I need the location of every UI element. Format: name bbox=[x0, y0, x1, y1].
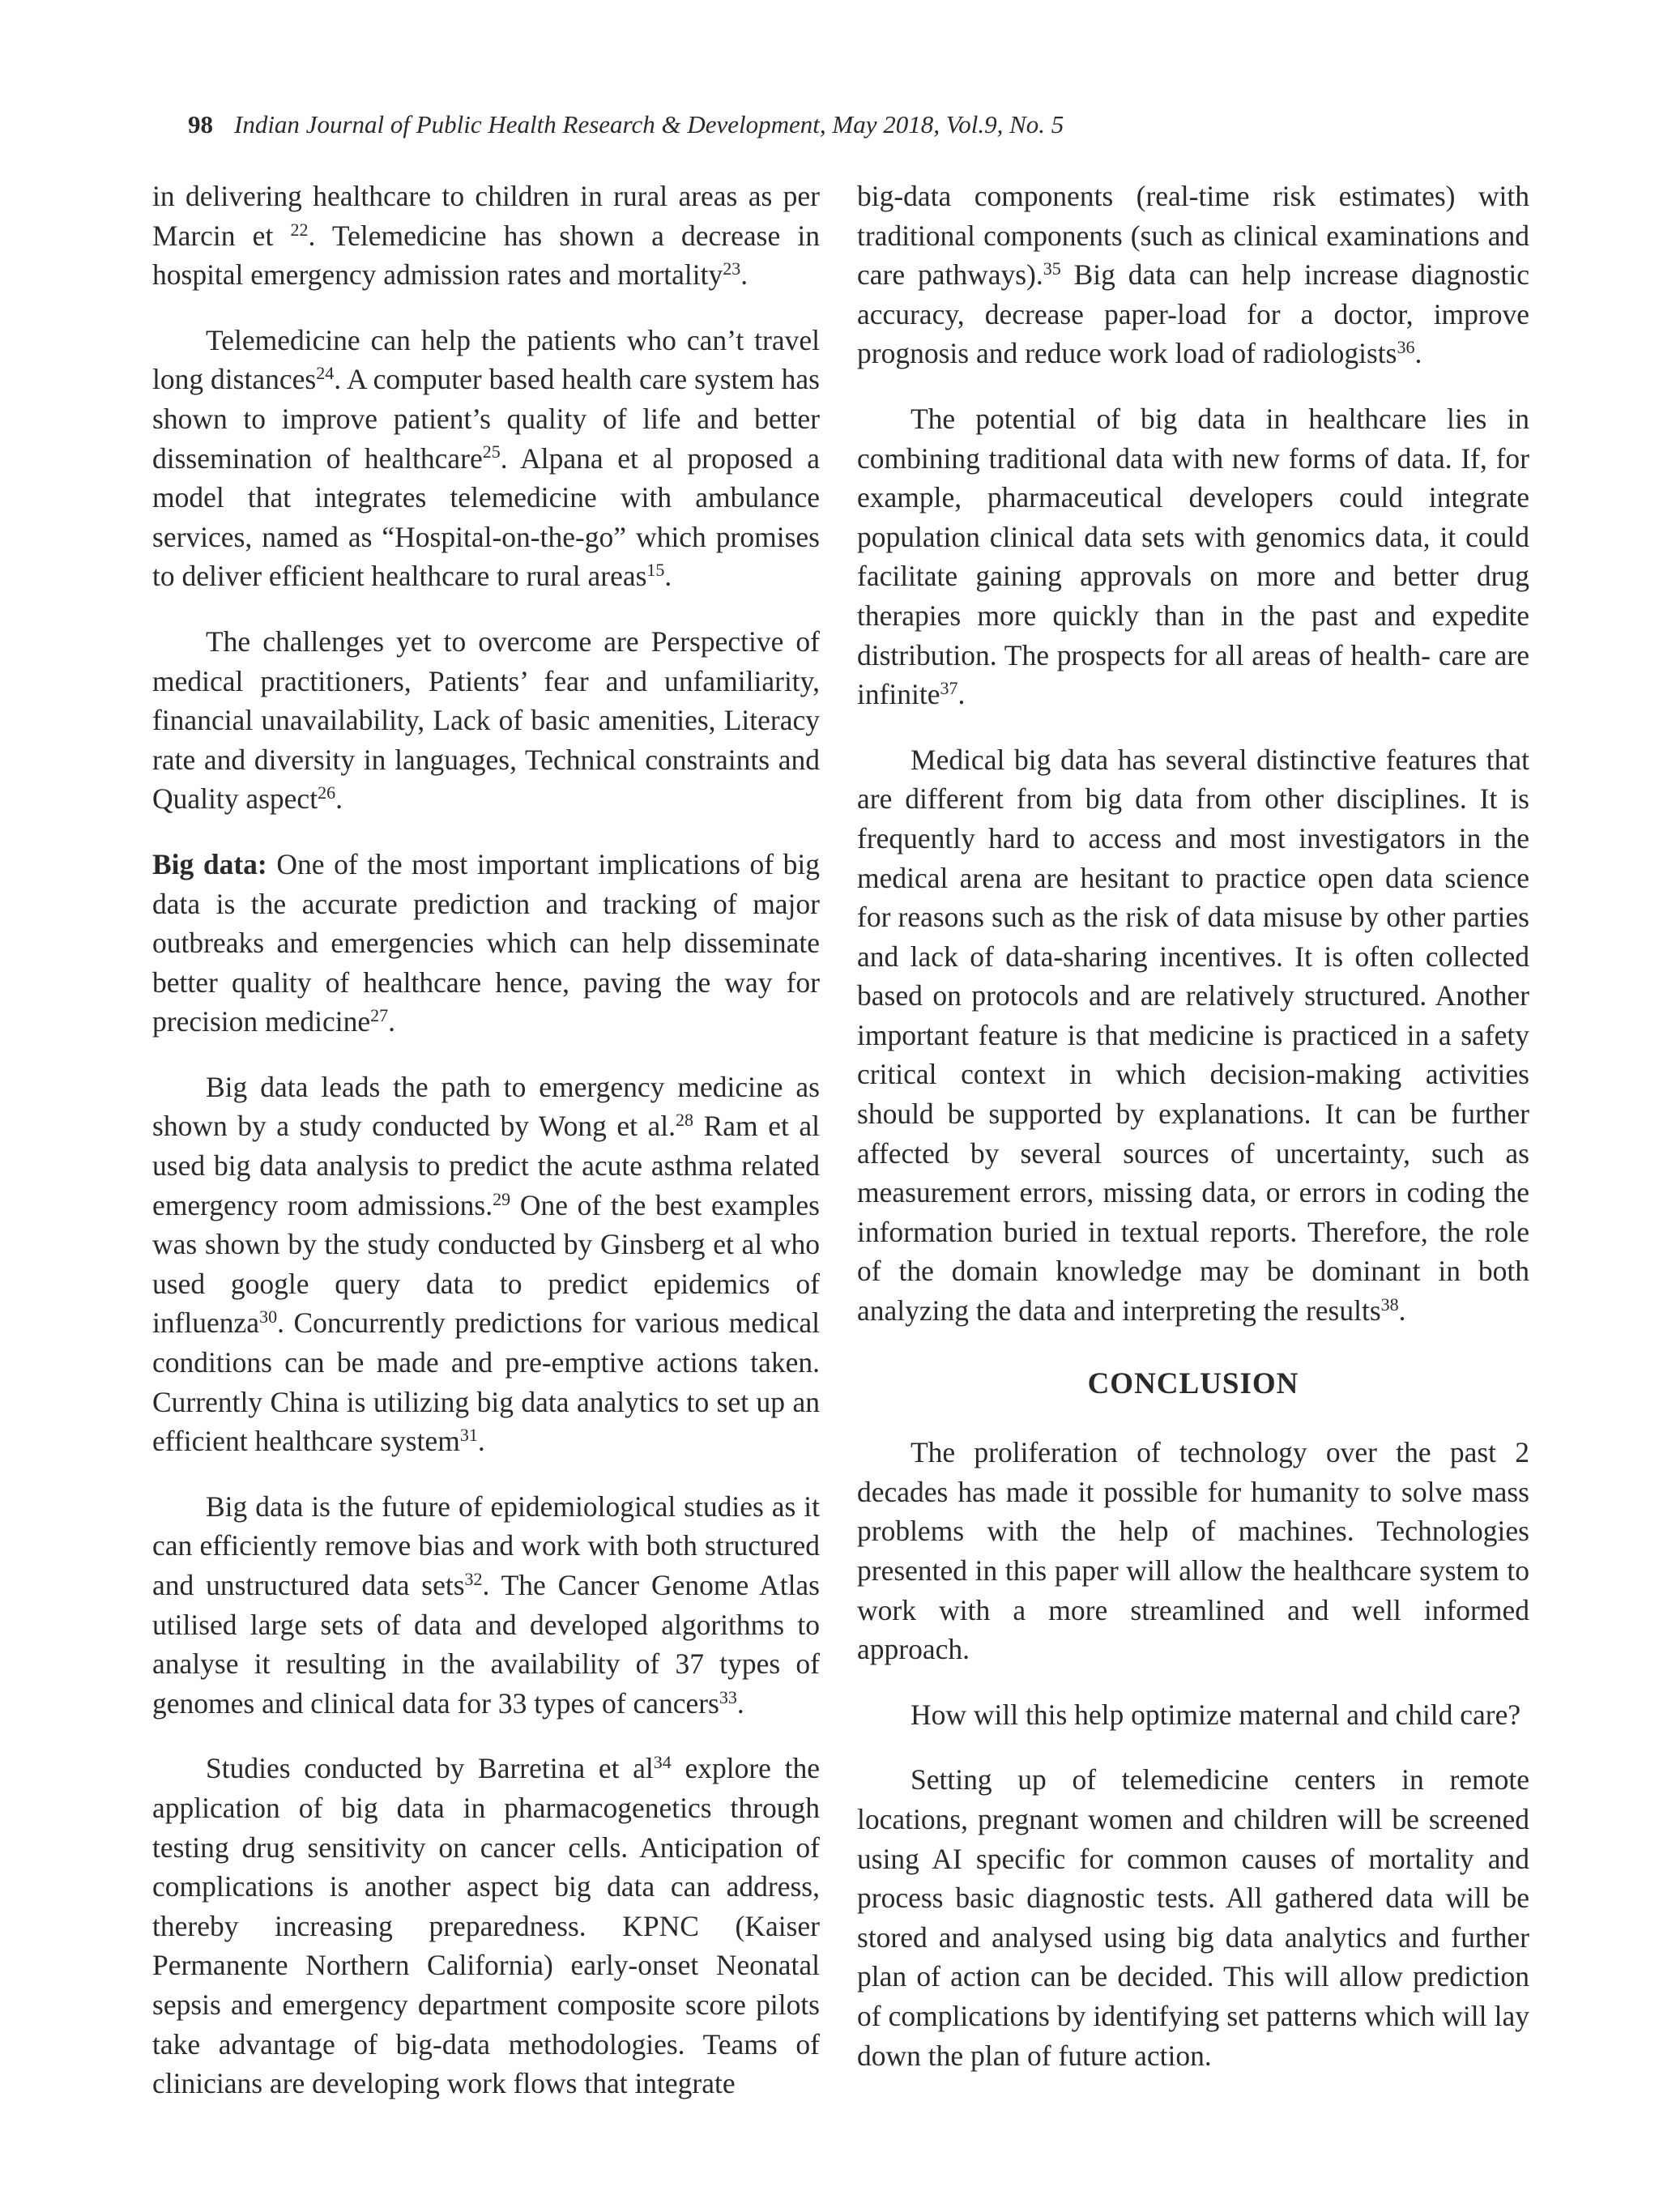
paragraph-big-data: Big data: One of the most important implications of big data is the accurate prediction and tracking of major outbreaks and emergencies which can help disseminate better quality of healthcare hence, paving the way for precision medicine$^{27}$. bbox=[152, 847, 820, 1038]
paragraph: big-data components (real-time risk estimates) with traditional components (such as clinical examinations and care pathways).$^{35}$ Big data can help increase diagnostic accuracy, decrease paper-load for a doctor, improve prognosis and reduce work load of radiologists$^{36}$. bbox=[857, 180, 1529, 370]
running-header bbox=[188, 112, 1064, 137]
paragraph: Telemedicine can help the patients who can’t travel long distances$^{24}$. A computer based health care system has shown to improve patient’s quality of life and better dissemination of healthcare$^{25}$. Alpana et al proposed a model that integrates telemedicine with ambulance services, named as “Hospital-on-the-go” which promises to deliver efficient healthcare to rural areas$^{15}$. bbox=[152, 323, 820, 593]
journal-citation: Indian Journal of Public Health Research & Development, May 2018, Vol.9, No. 5 bbox=[234, 110, 1064, 139]
left-column bbox=[152, 177, 820, 2129]
paragraph: Big data leads the path to emergency medicine as shown by a study conducted by Wong et al.$^{28}$ Ram et al used big data analysis to predict the acute asthma related emergency room admissions.$^{29}$ One of the best examples was shown by the study conducted by Ginsberg et al who used google query data to predict epidemics of influenza$^{30}$. Concurrently predictions for various medical conditions can be made and pre-emptive actions taken. Currently China is utilizing big data analytics to set up an efficient healthcare system$^{31}$. bbox=[152, 1070, 821, 1458]
paragraph: The challenges yet to overcome are Perspective of medical practitioners, Patients’ fear and unfamiliarity, financial unavailability, Lack of basic amenities, Literacy rate and diversity in languages, Technical constraints and Quality aspect$^{26}$. bbox=[152, 624, 820, 816]
paragraph: The proliferation of technology over the past 2 decades has made it possible for humanity to solve mass problems with the help of machines. Technologies presented in this paper will allow the healthcare system to work with a more streamlined and well informed approach. bbox=[857, 1436, 1529, 1666]
paragraph: Big data is the future of epidemiological studies as it can efficiently remove bias and work with both structured and unstructured data sets$^{32}$. The Cancer Genome Atlas utilised large sets of data and developed algorithms to analyse it resulting in the availability of 37 types of genomes and clinical data for 33 types of cancers$^{33}$. bbox=[152, 1490, 820, 1720]
right-column bbox=[857, 177, 1529, 2101]
paragraph: Studies conducted by Barretina et $al^{34}$ explore the application of big data in pharmacogenetics through testing drug sensitivity on cancer cells. Anticipation of complications is another aspect big data can address, thereby increasing preparedness. KPNC (Kaiser Permanente Northern California) early-onset Neonatal sepsis and emergency department composite score pilots take advantage of big-data methodologies. Teams of clinicians are developing work flows that integrate bbox=[152, 1752, 820, 2100]
page-number: 98 bbox=[188, 110, 213, 139]
section-heading-conclusion: CONCLUSION bbox=[1087, 1366, 1299, 1400]
paragraph: in delivering healthcare to children in rural areas as per Marcin et $^{22}$. Telemedicine has shown a decrease in hospital emergency admission rates and mortality$^{23}$. bbox=[152, 180, 820, 292]
paragraph: Setting up of telemedicine centers in remote locations, pregnant women and children will be screened using AI specific for common causes of mortality and process basic diagnostic tests. All gathered data will be stored and analysed using big data analytics and further plan of action can be decided. This will allow prediction of complications by identifying set patterns which will lay down the plan of future action. bbox=[857, 1763, 1529, 2072]
run-in-heading: Big data: bbox=[152, 847, 267, 880]
paragraph-question: How will this help optimize maternal and child care? bbox=[911, 1698, 1521, 1731]
paragraph: The potential of big data in healthcare lies in combining traditional data with new forms of data. If, for example, pharmaceutical developers could integrate population clinical data sets with genomics data, it could facilitate gaining approvals on more and better drug therapies more quickly than in the past and expedite distribution. The prospects for all areas of health- care are infinite$^{37}$. bbox=[857, 402, 1529, 711]
paragraph: Medical big data has several distinctive features that are different from big data from other disciplines. It is frequently hard to access and most investigators in the medical arena are hesitant to practice open data science for reasons such as the risk of data misuse by other parties and lack of data-sharing incentives. It is often collected based on protocols and are relatively structured. Another important feature is that medicine is practiced in a safety critical context in which decision-making activities should be supported by explanations. It can be further affected by several sources of uncertainty, such as measurement errors, missing data, or errors in coding the information buried in textual reports. Therefore, the role of the domain knowledge may be dominant in both analyzing the data and interpreting the results$^{38}$. bbox=[857, 743, 1529, 1328]
